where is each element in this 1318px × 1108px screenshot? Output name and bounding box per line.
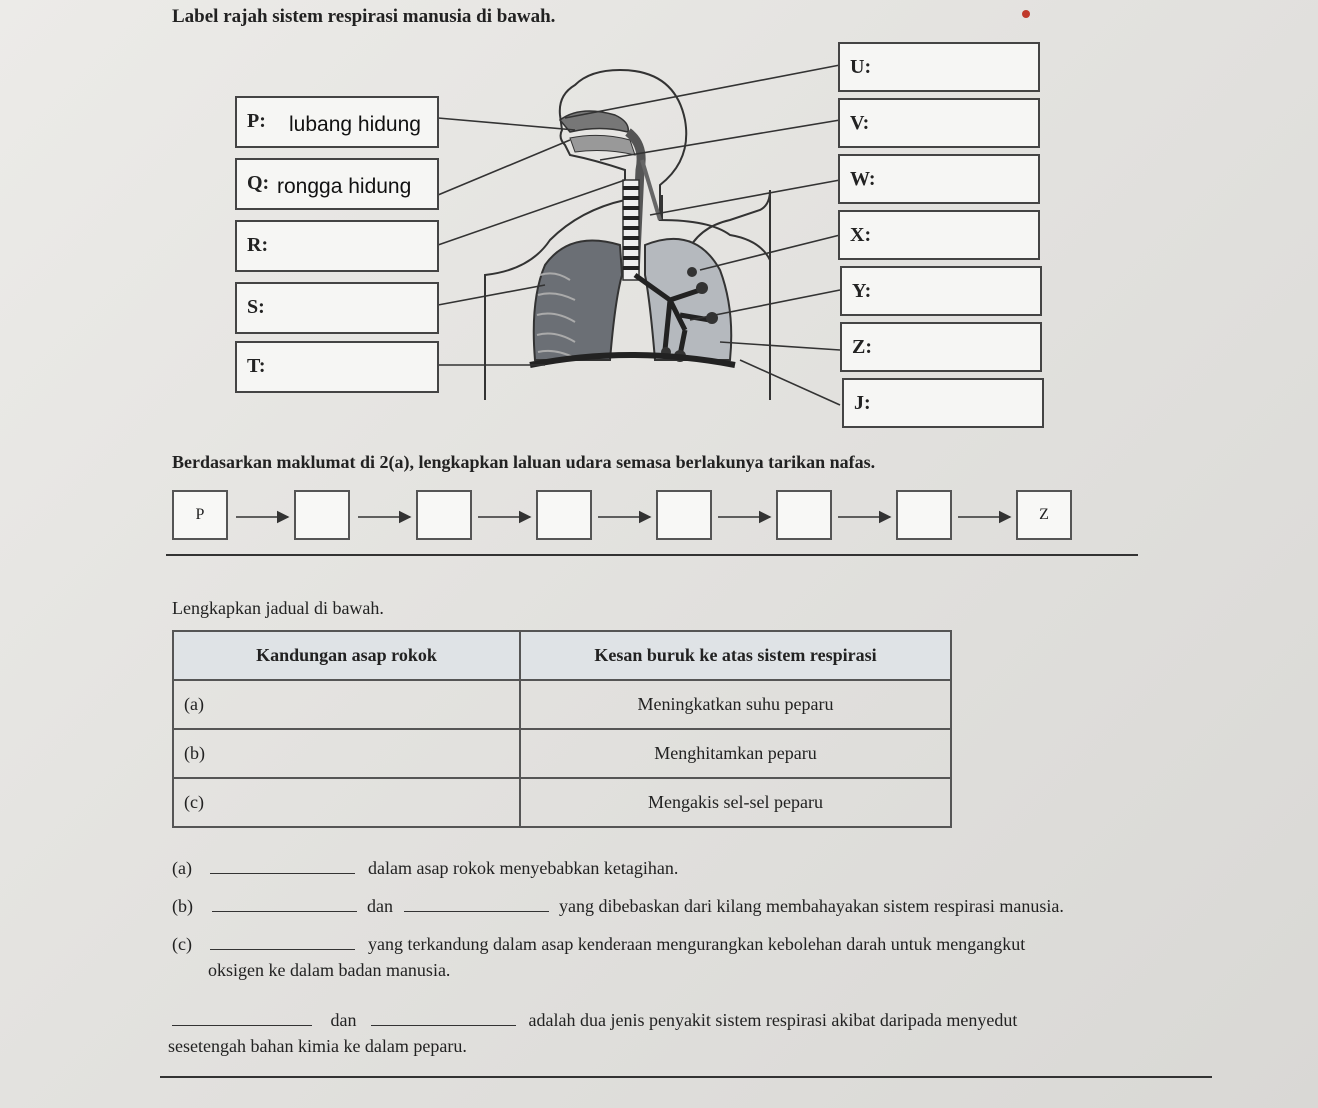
- label-letter-y: Y:: [852, 280, 872, 302]
- label-box-r[interactable]: [235, 220, 439, 272]
- flow-box-8[interactable]: Z: [1016, 490, 1072, 540]
- instruction-table: Lengkapkan jadual di bawah.: [172, 598, 384, 618]
- question-c-text-line2: oksigen ke dalam badan manusia.: [208, 960, 451, 980]
- answer-blank-a[interactable]: [210, 873, 355, 874]
- question-d-text-line2: sesetengah bahan kimia ke dalam peparu.: [168, 1036, 467, 1056]
- question-b-label: (b): [172, 896, 193, 916]
- label-box-p[interactable]: [235, 96, 439, 148]
- question-c-text: yang terkandung dalam asap kenderaan mengurangkan kebolehan darah untuk mengangkut: [367, 934, 1026, 954]
- flow-arrows: [0, 500, 1318, 540]
- answer-blank-b1[interactable]: [212, 911, 357, 912]
- table-cell-label[interactable]: (a): [173, 680, 520, 729]
- label-letter-s: S:: [247, 296, 265, 318]
- label-letter-u: U:: [850, 56, 872, 78]
- table-row: [173, 729, 951, 778]
- question-b: [172, 896, 1064, 917]
- answer-blank-d2[interactable]: [371, 1025, 516, 1026]
- section-divider-1: [166, 554, 1138, 556]
- label-letter-j: J:: [854, 392, 871, 414]
- question-c: [172, 934, 1025, 955]
- table-cell-effect: Menghitamkan peparu: [520, 729, 951, 778]
- table-header-row: [173, 631, 951, 680]
- table-row: [173, 778, 951, 827]
- section-divider-2: [160, 1076, 1212, 1078]
- table-row: [173, 680, 951, 729]
- cigarette-effects-table: [172, 630, 952, 828]
- instruction-air-pathway: Berdasarkan maklumat di 2(a), lengkapkan laluan udara semasa berlakunya tarikan nafas.: [172, 452, 876, 472]
- answer-blank-b2[interactable]: [404, 911, 549, 912]
- table-cell-label[interactable]: (b): [173, 729, 520, 778]
- label-letter-p: P:: [247, 110, 266, 132]
- label-letter-r: R:: [247, 234, 269, 256]
- question-b-and: dan: [367, 896, 393, 916]
- label-letter-t: T:: [247, 355, 266, 377]
- label-letter-z: Z:: [852, 336, 872, 358]
- label-value-p: lubang hidung: [289, 113, 421, 136]
- instruction-label-diagram: Label rajah sistem respirasi manusia di bawah.: [172, 6, 556, 27]
- question-d-text: adalah dua jenis penyakit sistem respirasi akibat daripada menyedut: [528, 1010, 1018, 1030]
- label-box-t[interactable]: [235, 341, 439, 393]
- label-box-z[interactable]: [840, 322, 1042, 372]
- label-letter-v: V:: [850, 112, 870, 134]
- question-a: [172, 858, 678, 879]
- label-value-q: rongga hidung: [277, 175, 412, 198]
- table-header-effect: Kesan buruk ke atas sistem respirasi: [520, 631, 951, 680]
- question-d-and: dan: [330, 1010, 357, 1030]
- answer-blank-d1[interactable]: [172, 1025, 312, 1026]
- label-box-u[interactable]: [838, 42, 1040, 92]
- table-cell-effect: Meningkatkan suhu peparu: [520, 680, 951, 729]
- table-cell-label[interactable]: (c): [173, 778, 520, 827]
- answer-blank-c[interactable]: [210, 949, 355, 950]
- label-letter-w: W:: [850, 168, 876, 190]
- label-box-x[interactable]: [838, 210, 1040, 260]
- label-pointer-lines: [0, 0, 1318, 460]
- question-a-label: (a): [172, 858, 192, 878]
- question-d: [172, 1010, 1017, 1031]
- table-header-content: Kandungan asap rokok: [173, 631, 520, 680]
- label-box-q[interactable]: [235, 158, 439, 210]
- label-box-y[interactable]: [840, 266, 1042, 316]
- label-box-v[interactable]: [838, 98, 1040, 148]
- flow-box-1[interactable]: P: [172, 490, 228, 540]
- label-letter-x: X:: [850, 224, 872, 246]
- label-letter-q: Q:: [247, 172, 270, 194]
- question-b-text: yang dibebaskan dari kilang membahayakan sistem respirasi manusia.: [559, 896, 1064, 916]
- label-box-s[interactable]: [235, 282, 439, 334]
- question-c-label: (c): [172, 934, 192, 954]
- label-box-w[interactable]: [838, 154, 1040, 204]
- label-box-j[interactable]: [842, 378, 1044, 428]
- table-cell-effect: Mengakis sel-sel peparu: [520, 778, 951, 827]
- question-a-text: dalam asap rokok menyebabkan ketagihan.: [367, 858, 679, 878]
